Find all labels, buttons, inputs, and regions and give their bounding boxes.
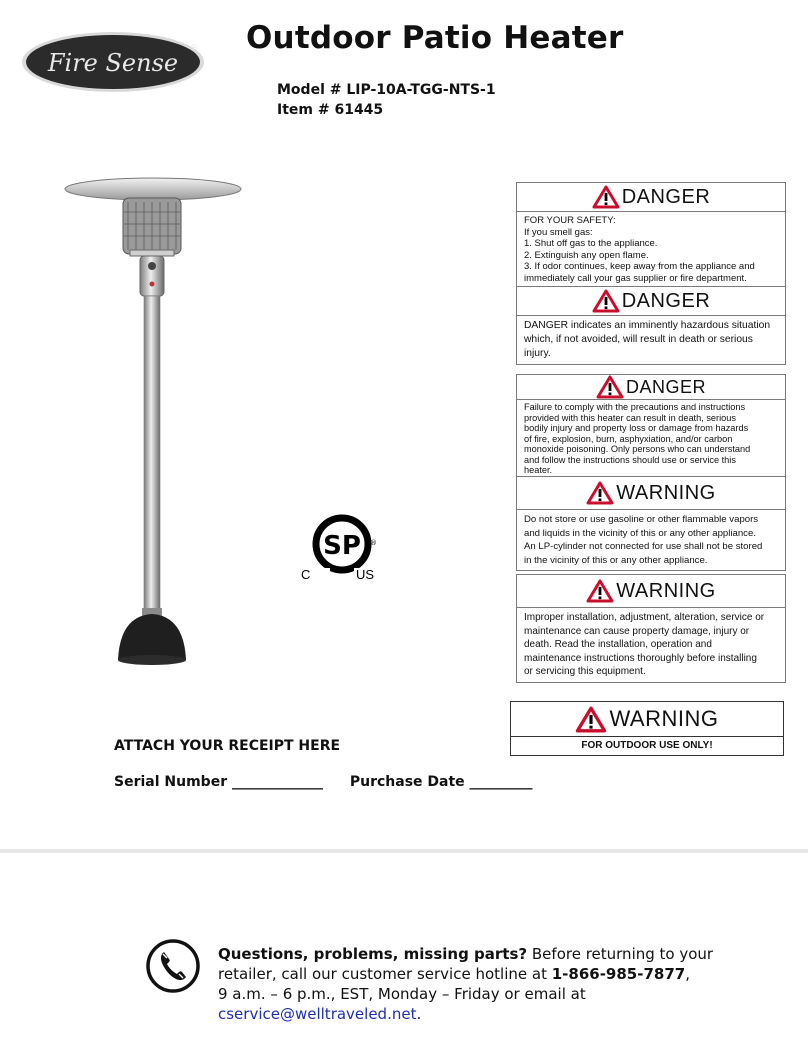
warning-triangle-icon: [592, 289, 620, 313]
hotline-number: 1-866-985-7877: [551, 965, 686, 983]
contact-text: .: [416, 1005, 422, 1023]
sign-line: FOR YOUR SAFETY:: [524, 215, 616, 226]
warning-sign-flammables: [516, 476, 786, 571]
sign-line: and follow the instructions should use or service this: [524, 454, 736, 465]
purchase-date-field: Purchase Date _________: [349, 774, 533, 790]
contact-lead: Questions, problems, missing parts?: [218, 945, 528, 963]
sign-text: [517, 212, 785, 287]
sign-text: [517, 510, 785, 570]
danger-sign-gas-smell: [516, 182, 786, 288]
model-number: Model # LIP-10A-TGG-NTS-1: [277, 82, 496, 98]
sign-header: [517, 287, 785, 316]
sign-line: Do not store or use gasoline or other flammable vapors: [524, 514, 759, 525]
sign-heading: WARNING: [616, 579, 716, 602]
csa-letters: SP: [323, 531, 361, 561]
csa-right-label: US: [356, 567, 375, 582]
sign-line: 3. If odor continues, keep away from the appliance and: [524, 261, 755, 272]
warning-sign-outdoor-use: [510, 701, 784, 756]
sign-line: Improper installation, adjustment, alteration, service or: [524, 612, 765, 623]
sign-header: [517, 183, 785, 212]
contact-line-2: [218, 964, 778, 984]
sign-line: provided with this heater can result in death, serious: [524, 412, 736, 423]
sign-line: and liquids in the vicinity of this or any other appliance.: [524, 527, 756, 539]
serial-purchase-row: [114, 774, 555, 790]
contact-line-4: [218, 1004, 778, 1024]
sign-text: [517, 400, 785, 478]
sign-line: of fire, explosion, burn, asphyxiation, and/or carbon: [524, 433, 733, 444]
sign-line: If you smell gas:: [524, 226, 593, 238]
sign-line: DANGER indicates an imminently hazardous situation: [524, 320, 771, 331]
sign-line: An LP-cylinder not connected for use shall not be stored: [524, 541, 763, 552]
csa-certification-mark: [296, 510, 386, 586]
sign-line: bodily injury and property loss or damage from hazards: [524, 423, 749, 433]
warning-triangle-icon: [592, 185, 620, 209]
warning-sign-installation: [516, 574, 786, 683]
item-number: Item # 61445: [277, 102, 384, 118]
section-divider: [0, 849, 808, 853]
sign-heading: WARNING: [616, 481, 716, 504]
patio-heater-image: [58, 160, 248, 670]
contact-text: retailer, call our customer service hotline at: [218, 965, 552, 983]
sign-line: maintenance can cause property damage, injury or: [524, 625, 750, 637]
receipt-heading: ATTACH YOUR RECEIPT HERE: [114, 738, 341, 754]
sign-heading: DANGER: [625, 376, 706, 397]
sign-line: maintenance instructions thoroughly before installing: [524, 652, 757, 664]
contact-line-3: 9 a.m. – 6 p.m., EST, Monday – Friday or email at: [218, 985, 586, 1003]
warning-triangle-icon: [575, 706, 607, 733]
contact-text: Before returning to your: [527, 945, 714, 963]
sign-heading: DANGER: [621, 289, 711, 312]
logo-text: Fire Sense: [47, 49, 179, 77]
logo-registered: ®: [190, 43, 198, 52]
sign-header: [517, 575, 785, 608]
sign-text: [517, 316, 785, 364]
sign-line: injury.: [524, 348, 551, 359]
sign-header: [517, 477, 785, 510]
sign-header: [517, 375, 785, 400]
csa-left-label: C: [301, 567, 311, 582]
sign-heading: WARNING: [609, 706, 719, 731]
outdoor-use-note: FOR OUTDOOR USE ONLY!: [581, 740, 713, 751]
warning-triangle-icon: [586, 481, 614, 505]
warning-triangle-icon: [596, 375, 624, 399]
contact-line-1: [218, 944, 778, 964]
sign-line: immediately call your gas supplier or fire department.: [524, 272, 747, 284]
sign-line: which, if not avoided, will result in death or serious: [524, 334, 753, 345]
sign-header: [511, 702, 783, 737]
model-block: [277, 80, 496, 120]
sign-line: death. Read the installation, operation and: [524, 639, 712, 650]
warning-triangle-icon: [586, 579, 614, 603]
sign-text: [517, 608, 785, 682]
contact-text: ,: [685, 965, 690, 983]
sign-heading: DANGER: [621, 185, 711, 208]
sign-line: in the vicinity of this or any other appliance.: [524, 554, 708, 566]
fire-sense-logo: [20, 30, 206, 94]
phone-icon: [145, 938, 201, 994]
csa-registered: ®: [370, 539, 377, 547]
danger-sign-definition: [516, 286, 786, 365]
sign-line: Failure to comply with the precautions and instructions: [524, 402, 746, 412]
danger-sign-precautions: [516, 374, 786, 479]
page-title: Outdoor Patio Heater: [246, 20, 624, 56]
serial-number-field: Serial Number _____________: [114, 774, 323, 790]
sign-line: 1. Shut off gas to the appliance.: [524, 238, 658, 249]
sign-line: heater.: [524, 465, 553, 475]
support-email-link[interactable]: cservice@welltraveled.net: [218, 1005, 417, 1023]
customer-service-block: [218, 944, 778, 1024]
sign-line: monoxide poisoning. Only persons who can understand: [524, 444, 751, 454]
sign-line: 2. Extinguish any open flame.: [524, 249, 649, 261]
sign-line: or servicing this equipment.: [524, 666, 646, 677]
